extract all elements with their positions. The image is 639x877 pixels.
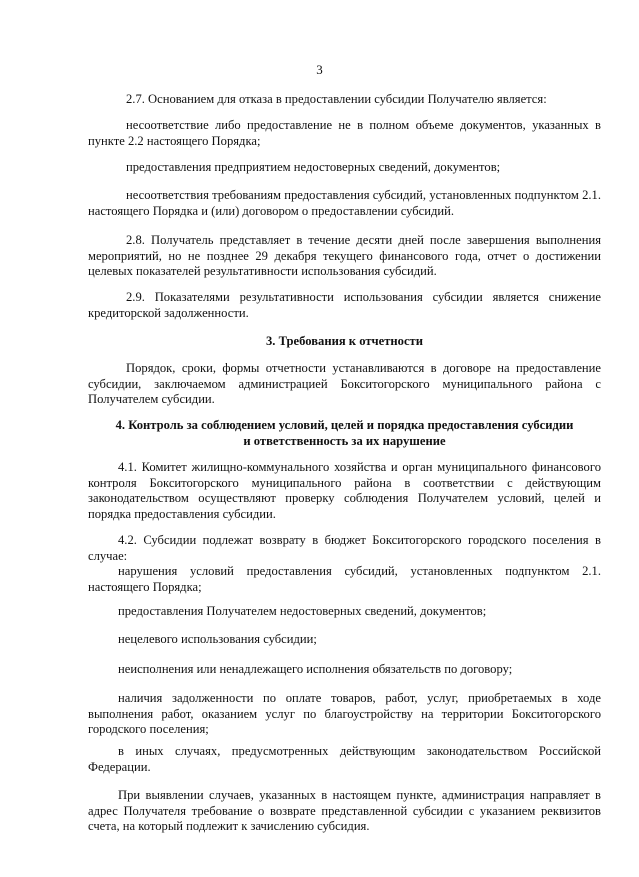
section-4-heading-line-1: 4. Контроль за соблюдением условий, целей и порядка предоставления субсидии <box>115 418 574 432</box>
section-4-heading-line-2: и ответственность за их нарушение <box>243 434 446 448</box>
paragraph-2-8: 2.8. Получатель представляет в течение десяти дней после завершения выполнения мероприятий, но не позднее 29 декабря текущего финансового года, отчет о достижении целевых показателей результативности использования субсидий. <box>88 233 601 278</box>
paragraph-4-2-item-4: неисполнения или ненадлежащего исполнения обязательств по договору; <box>118 662 513 676</box>
paragraph-4-1: 4.1. Комитет жилищно-коммунального хозяйства и орган муниципального финансового контроля Бокситогорского муниципального района в соответствии с действующим законодательством осуществляют проверку соблюдения Получателем условий, целей и порядка предоставления субсидии. <box>88 460 601 521</box>
paragraph-2-7: 2.7. Основанием для отказа в предоставлении субсидии Получателю является: <box>126 92 547 106</box>
paragraph-4-2-item-3: нецелевого использования субсидии; <box>118 632 317 646</box>
paragraph-2-9: 2.9. Показателями результативности использования субсидии является снижение кредиторской задолженности. <box>88 290 601 320</box>
paragraph-4-2: 4.2. Субсидии подлежат возврату в бюджет Бокситогорского городского поселения в случае: <box>88 533 601 563</box>
paragraph-4-2-item-2: предоставления Получателем недостоверных сведений, документов; <box>118 604 487 618</box>
paragraph-2-7-item-3: несоответствия требованиям предоставления субсидий, установленных подпунктом 2.1. настоящего Порядка и (или) договором о предоставлении субсидий. <box>88 188 601 218</box>
section-3-heading: 3. Требования к отчетности <box>266 334 423 348</box>
paragraph-3: Порядок, сроки, формы отчетности устанавливаются в договоре на предоставление субсидии, заключаемом администрацией Бокситогорского муниципального района с Получателем субсидии. <box>88 361 601 406</box>
page-number: 3 <box>316 62 323 77</box>
paragraph-2-7-item-1: несоответствие либо предоставление не в полном объеме документов, указанных в пункте 2.2 настоящего Порядка; <box>88 118 601 148</box>
paragraph-2-7-item-2: предоставления предприятием недостоверных сведений, документов; <box>126 160 501 174</box>
paragraph-4-2-item-7: При выявлении случаев, указанных в настоящем пункте, администрация направляет в адрес Получателя требование о возврате представленной субсидии с указанием реквизитов счета, на который подлежит к зачислению субсидия. <box>88 788 601 833</box>
paragraph-4-2-item-1: нарушения условий предоставления субсидий, установленных подпунктом 2.1. настоящего Порядка; <box>88 564 601 594</box>
paragraph-4-2-item-6: в иных случаях, предусмотренных действующим законодательством Российской Федерации. <box>88 744 601 774</box>
paragraph-4-2-item-5: наличия задолженности по оплате товаров, работ, услуг, приобретаемых в ходе выполнения работ, оказанием услуг по благоустройству на территории Бокситогорского городского поселения; <box>88 691 601 736</box>
